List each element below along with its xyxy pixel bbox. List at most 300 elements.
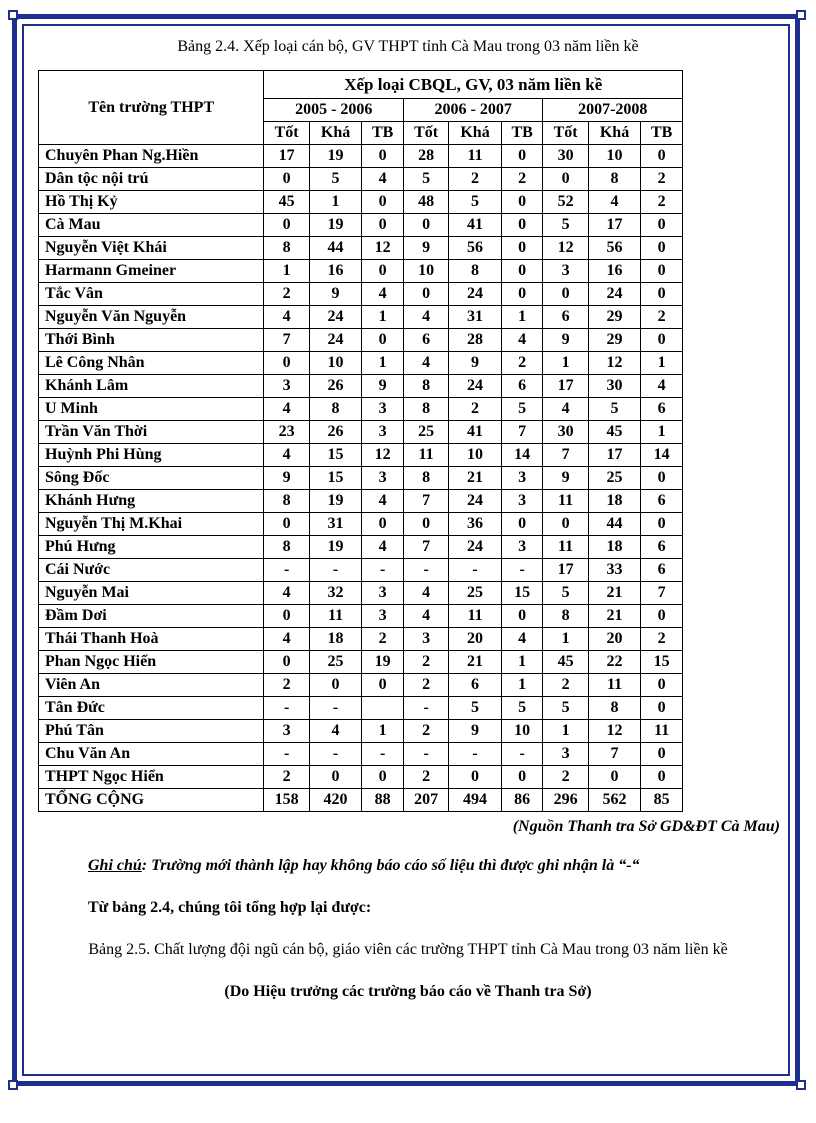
value-cell: 6 <box>543 306 588 329</box>
value-cell: 10 <box>449 444 502 467</box>
value-cell: 2 <box>641 628 683 651</box>
value-cell: 25 <box>403 421 448 444</box>
value-cell: 28 <box>449 329 502 352</box>
value-cell: 1 <box>641 352 683 375</box>
value-cell: 0 <box>641 260 683 283</box>
value-cell: 3 <box>501 467 543 490</box>
value-cell: 4 <box>264 398 309 421</box>
table-row <box>39 697 683 720</box>
value-cell: - <box>309 697 362 720</box>
value-cell: 23 <box>264 421 309 444</box>
value-cell: 21 <box>449 651 502 674</box>
value-cell: 18 <box>588 490 641 513</box>
footnote-label: Ghi chú <box>88 857 142 874</box>
school-name-cell: THPT Ngọc Hiển <box>39 766 264 789</box>
school-name-cell: U Minh <box>39 398 264 421</box>
value-cell: 9 <box>362 375 404 398</box>
value-cell: 11 <box>588 674 641 697</box>
value-cell: 4 <box>403 582 448 605</box>
value-cell: 2 <box>403 674 448 697</box>
value-cell: 0 <box>264 605 309 628</box>
value-cell: 7 <box>543 444 588 467</box>
value-cell: 0 <box>501 283 543 306</box>
value-cell: 7 <box>403 536 448 559</box>
value-cell: 11 <box>543 536 588 559</box>
value-cell: 26 <box>309 375 362 398</box>
value-cell: 0 <box>501 191 543 214</box>
value-cell: 2 <box>264 766 309 789</box>
value-cell: 6 <box>641 559 683 582</box>
value-cell: - <box>449 559 502 582</box>
value-cell: 0 <box>543 168 588 191</box>
value-cell: 31 <box>449 306 502 329</box>
value-cell: 24 <box>449 490 502 513</box>
value-cell: 2 <box>543 766 588 789</box>
value-cell: 4 <box>501 329 543 352</box>
next-table-caption: Bảng 2.5. Chất lượng đội ngũ cán bộ, giáo viên các trường THPT tỉnh Cà Mau trong 03 năm liền kề <box>88 941 728 958</box>
school-name-cell: Harmann Gmeiner <box>39 260 264 283</box>
value-cell: 10 <box>309 352 362 375</box>
table-row <box>39 329 683 352</box>
value-cell: 5 <box>543 582 588 605</box>
value-cell: 0 <box>362 145 404 168</box>
value-cell: 3 <box>543 260 588 283</box>
footnote-text: : Trường mới thành lập hay không báo cáo số liệu thì được ghi nhận là “-“ <box>141 857 640 874</box>
school-name-cell: Chuyên Phan Ng.Hiền <box>39 145 264 168</box>
school-name-cell: Khánh Hưng <box>39 490 264 513</box>
value-cell: 0 <box>264 513 309 536</box>
value-cell: 0 <box>641 214 683 237</box>
table-row <box>39 559 683 582</box>
school-name-cell: Huỳnh Phi Hùng <box>39 444 264 467</box>
value-cell: 12 <box>543 237 588 260</box>
value-cell: 56 <box>449 237 502 260</box>
table-row <box>39 283 683 306</box>
value-cell: 0 <box>641 467 683 490</box>
value-cell: 2 <box>501 352 543 375</box>
value-cell: 7 <box>264 329 309 352</box>
value-cell: 2 <box>264 283 309 306</box>
summary-text: Từ bảng 2.4, chúng tôi tổng hợp lại được: <box>88 899 372 916</box>
footnote <box>88 857 640 875</box>
school-name-header: Tên trường THPT <box>39 71 264 145</box>
value-cell: 11 <box>449 605 502 628</box>
table-row <box>39 628 683 651</box>
value-cell: 1 <box>309 191 362 214</box>
value-cell: 14 <box>641 444 683 467</box>
value-cell: 9 <box>403 237 448 260</box>
value-cell: 4 <box>264 582 309 605</box>
value-cell: 17 <box>543 559 588 582</box>
value-cell: - <box>403 743 448 766</box>
value-cell: 24 <box>449 283 502 306</box>
school-name-cell: Phú Hưng <box>39 536 264 559</box>
value-cell: 4 <box>362 490 404 513</box>
value-cell: 15 <box>309 444 362 467</box>
value-cell: 25 <box>449 582 502 605</box>
value-cell: 25 <box>309 651 362 674</box>
table-row <box>39 743 683 766</box>
value-cell: 0 <box>362 214 404 237</box>
value-cell: 0 <box>501 766 543 789</box>
value-cell: 11 <box>309 605 362 628</box>
value-cell: 44 <box>309 237 362 260</box>
value-cell: 0 <box>403 214 448 237</box>
table-row <box>39 214 683 237</box>
school-name-cell: Viên An <box>39 674 264 697</box>
value-cell: 4 <box>588 191 641 214</box>
total-row <box>39 789 683 812</box>
value-cell: 0 <box>501 513 543 536</box>
value-cell: 420 <box>309 789 362 812</box>
value-cell: 4 <box>543 398 588 421</box>
table-row <box>39 145 683 168</box>
value-cell: 9 <box>449 352 502 375</box>
value-cell: 1 <box>362 352 404 375</box>
value-cell: 0 <box>264 651 309 674</box>
value-cell: 8 <box>543 605 588 628</box>
sub-header: Khá <box>309 122 362 145</box>
value-cell: 36 <box>449 513 502 536</box>
value-cell: 4 <box>641 375 683 398</box>
value-cell: 4 <box>362 536 404 559</box>
value-cell: 85 <box>641 789 683 812</box>
value-cell: 17 <box>588 444 641 467</box>
value-cell: 1 <box>501 306 543 329</box>
value-cell: 3 <box>501 536 543 559</box>
value-cell: 7 <box>641 582 683 605</box>
value-cell: 2 <box>641 168 683 191</box>
value-cell: 10 <box>403 260 448 283</box>
year-header: 2006 - 2007 <box>403 99 542 122</box>
value-cell: 26 <box>309 421 362 444</box>
value-cell: 1 <box>264 260 309 283</box>
value-cell: 0 <box>501 214 543 237</box>
value-cell: 30 <box>543 145 588 168</box>
value-cell: 24 <box>449 375 502 398</box>
value-cell: 32 <box>309 582 362 605</box>
table-row <box>39 260 683 283</box>
value-cell: 4 <box>501 628 543 651</box>
value-cell: 9 <box>309 283 362 306</box>
value-cell: - <box>309 559 362 582</box>
value-cell: 17 <box>588 214 641 237</box>
school-name-cell: Cái Nước <box>39 559 264 582</box>
value-cell: 0 <box>641 743 683 766</box>
table-body <box>39 145 683 812</box>
sub-header: TB <box>641 122 683 145</box>
value-cell: 10 <box>588 145 641 168</box>
value-cell: 16 <box>309 260 362 283</box>
value-cell: 56 <box>588 237 641 260</box>
value-cell: 31 <box>309 513 362 536</box>
value-cell: 9 <box>449 720 502 743</box>
value-cell: 29 <box>588 306 641 329</box>
value-cell: 0 <box>264 214 309 237</box>
school-name-cell: Nguyễn Thị M.Khai <box>39 513 264 536</box>
value-cell: 494 <box>449 789 502 812</box>
value-cell: 9 <box>543 467 588 490</box>
value-cell: - <box>403 697 448 720</box>
value-cell: 2 <box>641 191 683 214</box>
value-cell: 8 <box>588 697 641 720</box>
value-cell: 0 <box>543 513 588 536</box>
value-cell: 0 <box>501 605 543 628</box>
value-cell: 5 <box>309 168 362 191</box>
value-cell: 0 <box>641 674 683 697</box>
value-cell: - <box>501 559 543 582</box>
border-corner <box>8 10 18 20</box>
value-cell: 6 <box>641 536 683 559</box>
school-name-cell: Cà Mau <box>39 214 264 237</box>
value-cell: 21 <box>449 467 502 490</box>
school-name-cell: Thái Thanh Hoà <box>39 628 264 651</box>
value-cell: 1 <box>641 421 683 444</box>
value-cell: 2 <box>501 168 543 191</box>
value-cell: 11 <box>641 720 683 743</box>
school-name-cell: Lê Công Nhân <box>39 352 264 375</box>
value-cell: - <box>264 743 309 766</box>
value-cell: 8 <box>309 398 362 421</box>
year-header: 2007-2008 <box>543 99 683 122</box>
value-cell: 17 <box>543 375 588 398</box>
school-name-cell: Phan Ngọc Hiển <box>39 651 264 674</box>
value-cell: 5 <box>543 697 588 720</box>
value-cell: 0 <box>501 260 543 283</box>
value-cell: 0 <box>641 605 683 628</box>
value-cell: 8 <box>449 260 502 283</box>
value-cell: 7 <box>588 743 641 766</box>
value-cell: - <box>403 559 448 582</box>
value-cell: 16 <box>588 260 641 283</box>
table-row <box>39 375 683 398</box>
sub-header: Tốt <box>403 122 448 145</box>
table-row <box>39 421 683 444</box>
value-cell: 12 <box>588 720 641 743</box>
value-cell: 8 <box>403 375 448 398</box>
value-cell: 6 <box>641 490 683 513</box>
value-cell: 2 <box>264 674 309 697</box>
value-cell: 1 <box>543 720 588 743</box>
value-cell: 18 <box>309 628 362 651</box>
value-cell: 25 <box>588 467 641 490</box>
value-cell: 19 <box>309 490 362 513</box>
sub-header: TB <box>501 122 543 145</box>
value-cell: 45 <box>588 421 641 444</box>
value-cell: 6 <box>641 398 683 421</box>
year-header: 2005 - 2006 <box>264 99 403 122</box>
value-cell: 4 <box>403 605 448 628</box>
value-cell: 88 <box>362 789 404 812</box>
school-name-cell: Khánh Lâm <box>39 375 264 398</box>
value-cell: 19 <box>309 536 362 559</box>
value-cell: 0 <box>641 283 683 306</box>
value-cell: 562 <box>588 789 641 812</box>
value-cell: 4 <box>264 444 309 467</box>
value-cell: 0 <box>641 145 683 168</box>
school-name-cell: Thới Bình <box>39 329 264 352</box>
value-cell: 0 <box>641 237 683 260</box>
value-cell: - <box>501 743 543 766</box>
value-cell: 0 <box>362 191 404 214</box>
value-cell: 52 <box>543 191 588 214</box>
table-row <box>39 306 683 329</box>
value-cell: 28 <box>403 145 448 168</box>
value-cell: 0 <box>403 283 448 306</box>
value-cell: 5 <box>449 191 502 214</box>
value-cell: 5 <box>501 398 543 421</box>
value-cell: 5 <box>403 168 448 191</box>
value-cell: - <box>362 559 404 582</box>
table-row <box>39 582 683 605</box>
value-cell: 0 <box>264 352 309 375</box>
value-cell: 2 <box>403 766 448 789</box>
sub-header: Khá <box>588 122 641 145</box>
value-cell: 8 <box>264 536 309 559</box>
value-cell: 3 <box>362 467 404 490</box>
table-row <box>39 237 683 260</box>
value-cell: 3 <box>362 582 404 605</box>
value-cell: 5 <box>449 697 502 720</box>
value-cell: 21 <box>588 582 641 605</box>
value-cell: 3 <box>264 720 309 743</box>
value-cell: 0 <box>309 674 362 697</box>
school-name-cell: Nguyễn Việt Khái <box>39 237 264 260</box>
value-cell: 45 <box>264 191 309 214</box>
value-cell: 8 <box>264 490 309 513</box>
value-cell: 12 <box>362 444 404 467</box>
value-cell: 3 <box>362 605 404 628</box>
value-cell: 4 <box>264 306 309 329</box>
table-row <box>39 168 683 191</box>
value-cell: 4 <box>309 720 362 743</box>
value-cell: 1 <box>543 352 588 375</box>
value-cell: 4 <box>362 168 404 191</box>
value-cell: 5 <box>501 697 543 720</box>
table-row <box>39 536 683 559</box>
school-name-cell: Tắc Vân <box>39 283 264 306</box>
next-table-subcaption: (Do Hiệu trưởng các trường báo cáo về Thanh tra Sở) <box>224 983 592 1000</box>
value-cell: 10 <box>501 720 543 743</box>
value-cell: 8 <box>588 168 641 191</box>
value-cell: 30 <box>543 421 588 444</box>
value-cell: - <box>309 743 362 766</box>
value-cell: 15 <box>309 467 362 490</box>
value-cell: 20 <box>449 628 502 651</box>
value-cell: 6 <box>501 375 543 398</box>
value-cell: 0 <box>641 513 683 536</box>
value-cell: 2 <box>449 398 502 421</box>
school-name-cell: Nguyễn Mai <box>39 582 264 605</box>
table-row <box>39 651 683 674</box>
value-cell: 21 <box>588 605 641 628</box>
value-cell: 15 <box>501 582 543 605</box>
border-corner <box>796 10 806 20</box>
school-name-cell: Dân tộc nội trú <box>39 168 264 191</box>
value-cell: - <box>362 743 404 766</box>
value-cell: 2 <box>543 674 588 697</box>
value-cell: 0 <box>501 145 543 168</box>
school-name-cell: Tân Đức <box>39 697 264 720</box>
value-cell: 24 <box>588 283 641 306</box>
value-cell: 207 <box>403 789 448 812</box>
school-name-cell: Hồ Thị Kỷ <box>39 191 264 214</box>
value-cell: 0 <box>309 766 362 789</box>
value-cell: 0 <box>362 766 404 789</box>
value-cell: 296 <box>543 789 588 812</box>
value-cell: 45 <box>543 651 588 674</box>
value-cell: 158 <box>264 789 309 812</box>
value-cell: 3 <box>501 490 543 513</box>
value-cell: 17 <box>264 145 309 168</box>
school-name-cell: Phú Tân <box>39 720 264 743</box>
value-cell: 4 <box>403 352 448 375</box>
value-cell: 6 <box>403 329 448 352</box>
value-cell: 0 <box>543 283 588 306</box>
value-cell: 2 <box>362 628 404 651</box>
value-cell: 3 <box>543 743 588 766</box>
value-cell: 5 <box>588 398 641 421</box>
value-cell: 7 <box>501 421 543 444</box>
school-name-cell: TỔNG CỘNG <box>39 789 264 812</box>
value-cell <box>362 697 404 720</box>
value-cell: 2 <box>403 651 448 674</box>
value-cell: 0 <box>362 513 404 536</box>
value-cell: 44 <box>588 513 641 536</box>
table-row <box>39 467 683 490</box>
value-cell: 9 <box>264 467 309 490</box>
value-cell: 0 <box>641 329 683 352</box>
value-cell: 3 <box>264 375 309 398</box>
value-cell: 3 <box>362 421 404 444</box>
value-cell: 48 <box>403 191 448 214</box>
value-cell: - <box>449 743 502 766</box>
value-cell: 14 <box>501 444 543 467</box>
value-cell: 33 <box>588 559 641 582</box>
value-cell: 1 <box>501 674 543 697</box>
value-cell: 1 <box>543 628 588 651</box>
value-cell: 0 <box>641 697 683 720</box>
value-cell: 1 <box>362 720 404 743</box>
value-cell: 2 <box>449 168 502 191</box>
value-cell: 1 <box>362 306 404 329</box>
value-cell: 0 <box>362 674 404 697</box>
border-corner <box>796 1080 806 1090</box>
value-cell: 29 <box>588 329 641 352</box>
value-cell: 18 <box>588 536 641 559</box>
value-cell: 41 <box>449 214 502 237</box>
value-cell: 11 <box>543 490 588 513</box>
value-cell: 4 <box>362 283 404 306</box>
value-cell: 5 <box>543 214 588 237</box>
value-cell: 30 <box>588 375 641 398</box>
value-cell: 11 <box>449 145 502 168</box>
table-caption: Bảng 2.4. Xếp loại cán bộ, GV THPT tỉnh Cà Mau trong 03 năm liền kề <box>177 38 639 55</box>
value-cell: 9 <box>543 329 588 352</box>
value-cell: 0 <box>501 237 543 260</box>
value-cell: 8 <box>403 467 448 490</box>
value-cell: 19 <box>309 145 362 168</box>
table-row <box>39 720 683 743</box>
value-cell: 6 <box>449 674 502 697</box>
value-cell: 15 <box>641 651 683 674</box>
value-cell: 8 <box>264 237 309 260</box>
border-corner <box>8 1080 18 1090</box>
value-cell: 0 <box>264 168 309 191</box>
school-name-cell: Trần Văn Thời <box>39 421 264 444</box>
value-cell: 0 <box>641 766 683 789</box>
source-note: (Nguồn Thanh tra Sở GD&ĐT Cà Mau) <box>512 818 780 835</box>
